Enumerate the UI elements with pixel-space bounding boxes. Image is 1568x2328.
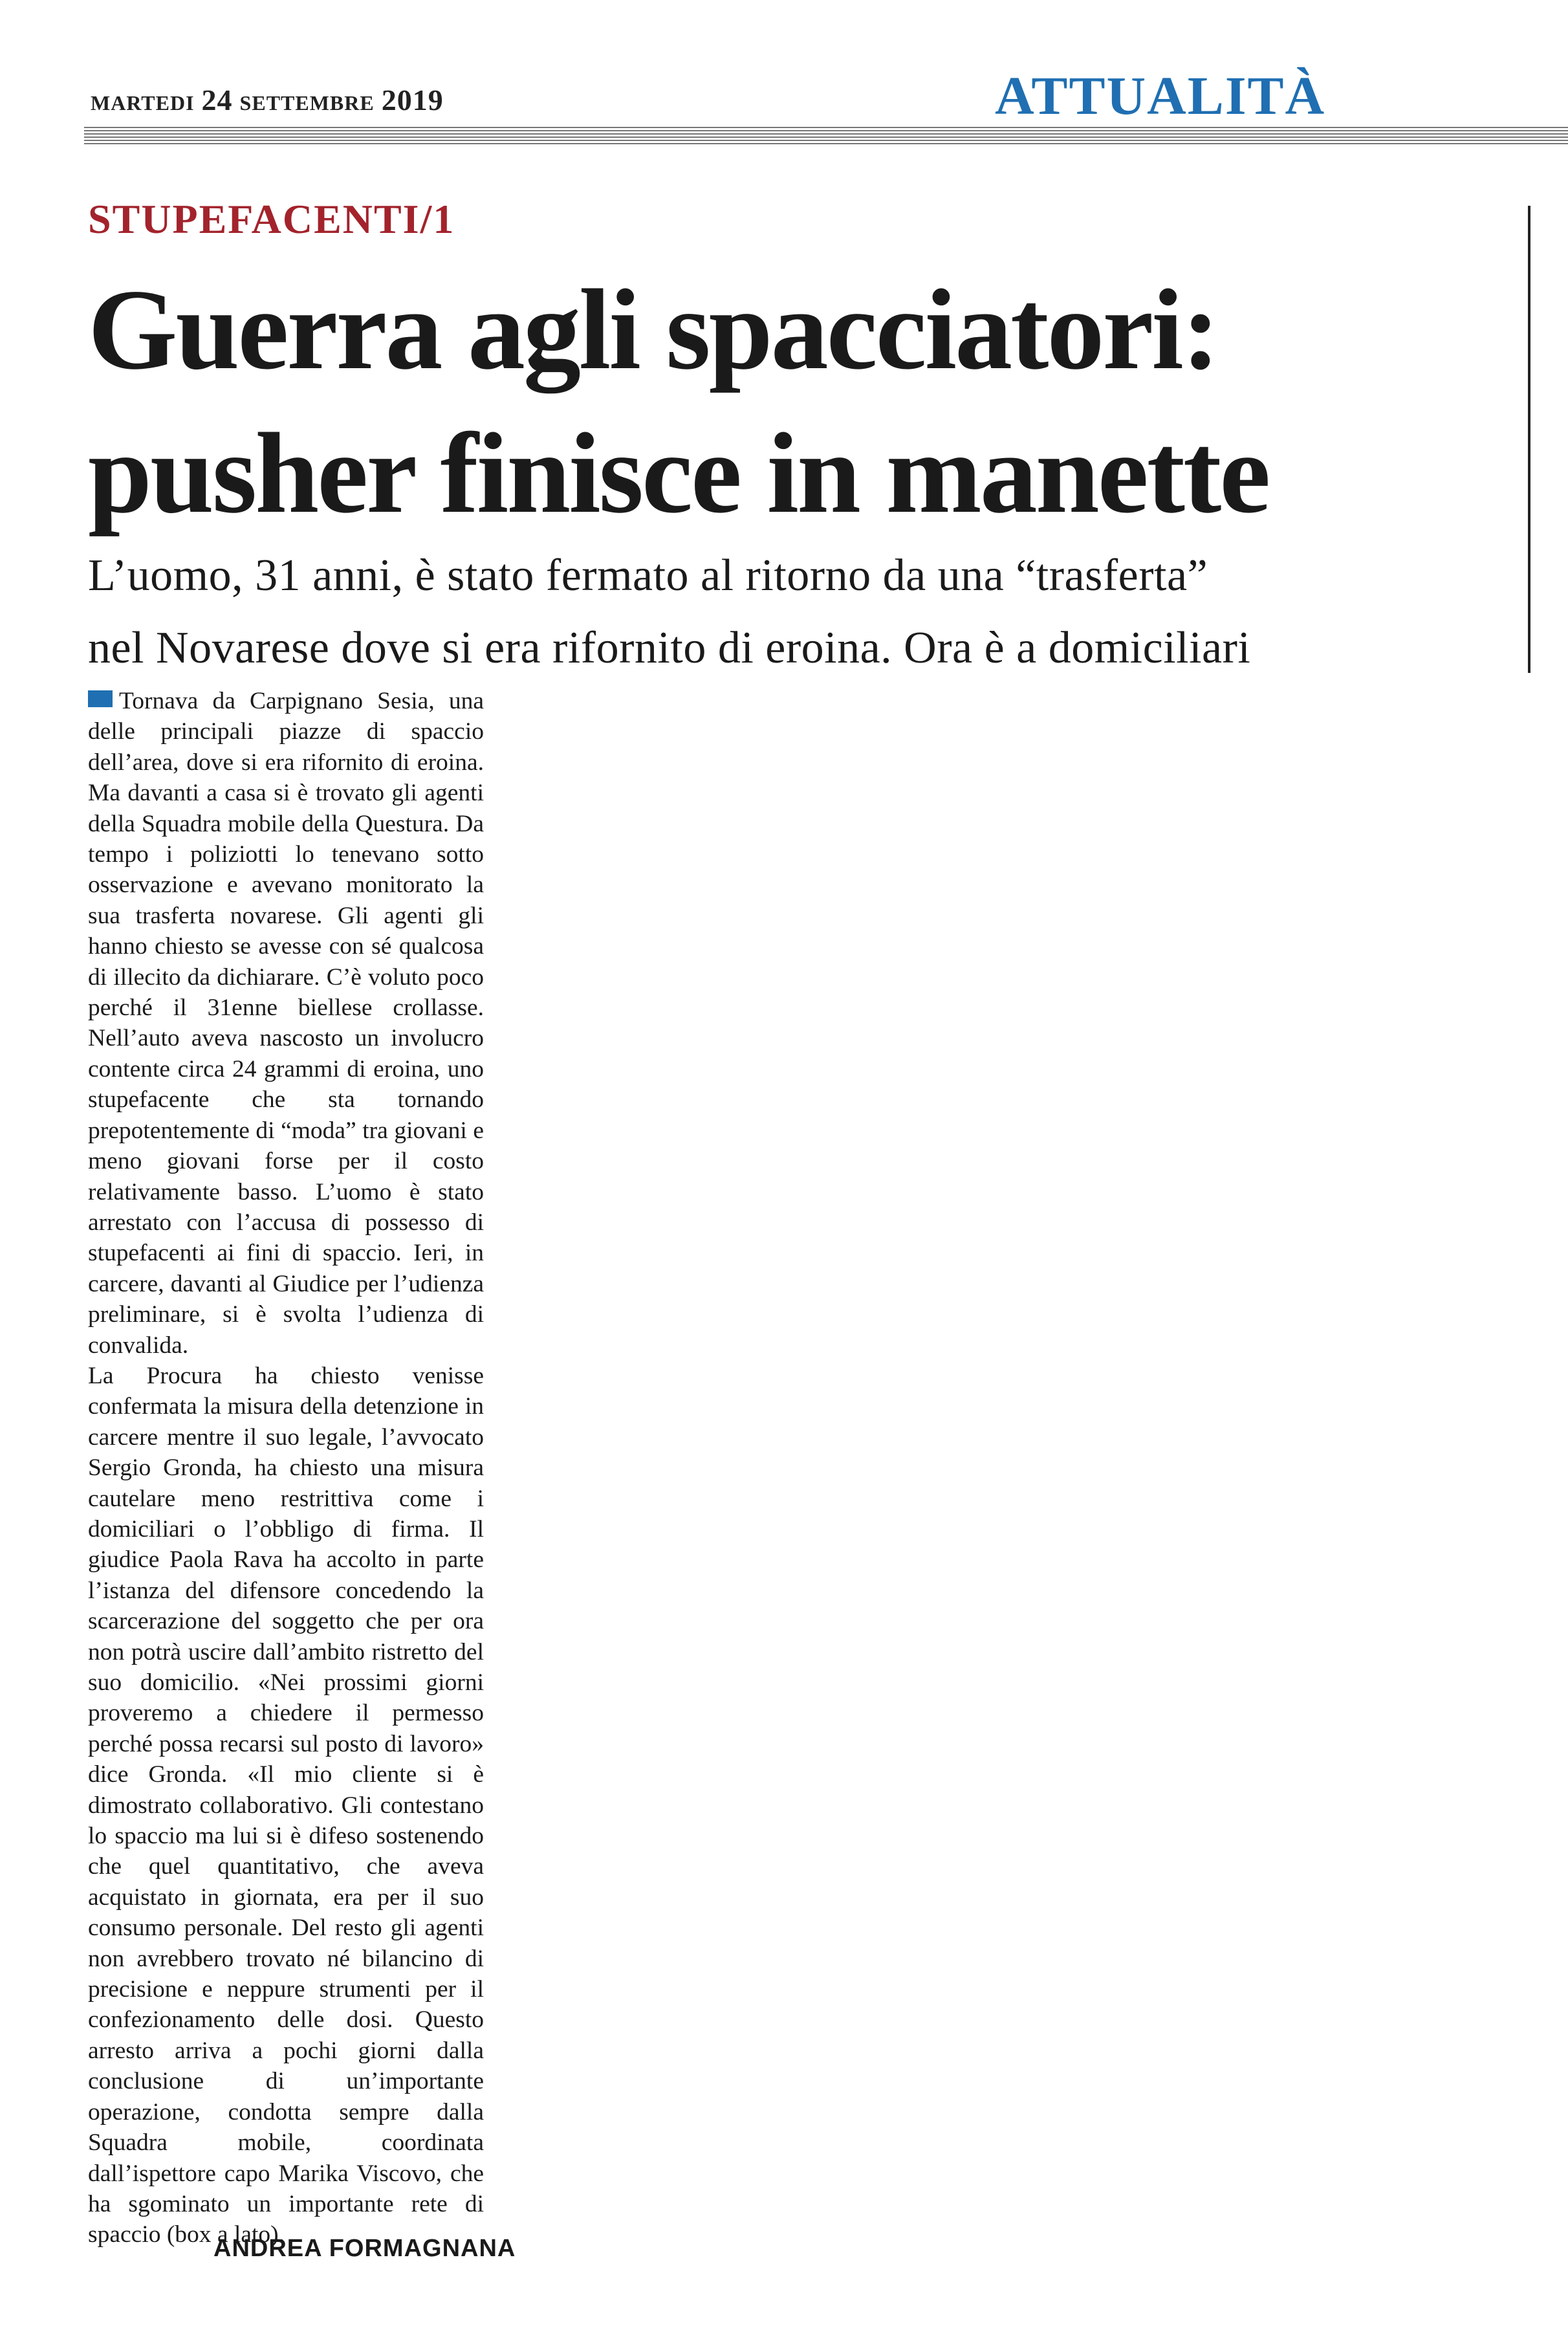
article-byline: ANDREA FORMAGNANA (213, 2235, 516, 2262)
header-divider (84, 127, 1568, 146)
subtitle-line-1: L’uomo, 31 anni, è stato fermato al ritorno da una “trasferta” (88, 551, 1208, 600)
issue-date (91, 83, 444, 117)
article-subtitle (88, 540, 1250, 685)
issue-month: SETTEMBRE (239, 91, 375, 115)
headline-line-1: Guerra agli spacciatori: (88, 265, 1219, 393)
headline-line-2: pusher finisce in manette (88, 409, 1269, 537)
subtitle-line-2: nel Novarese dove si era rifornito di eroina. Ora è a domiciliari (88, 623, 1251, 673)
issue-year: 2019 (381, 83, 444, 116)
paragraph-marker-icon (88, 690, 113, 707)
column-divider (1528, 206, 1530, 673)
section-title: ATTUALITÀ (995, 66, 1326, 126)
body-paragraph-2: La Procura ha chiesto venisse confermata la misura della detenzione in carcere mentre il suo legale, l’avvocato Sergio Gronda, ha chiesto una misura cautelare meno restrittiva come i domiciliari o l’obbligo di firma. Il giudice Paola Rava ha accolto in parte l’istanza del difensore concedendo la scarcerazione del soggetto che per ora non potrà uscire dall’ambito ristretto del suo domicilio. «Nei prossimi giorni proveremo a chiedere il permesso perché possa recarsi sul posto di lavoro» dice Gronda. «Il mio cliente si è dimostrato collaborativo. Gli contestano lo spaccio ma lui si è difeso sostenendo che quel quantitativo, che aveva acquistato in giornata, era per il suo consumo personale. Del resto gli agenti non avrebbero trovato né bilancino di precisione e neppure strumenti per il confezionamento delle dosi. Questo arresto arriva a pochi giorni dalla conclusione di un’importante operazione, condotta sempre dalla Squadra mobile, coordinata dall’ispettore capo Marika Viscovo, che ha sgominato un importante rete di spaccio (box a lato). (88, 1362, 484, 2248)
issue-weekday: MARTEDI (91, 91, 195, 115)
article-headline (88, 258, 1269, 545)
body-paragraph-1-text: Tornava da Carpignano Sesia, una delle principali piazze di spaccio dell’area, dove si era rifornito di eroina. Ma davanti a casa si è trovato gli agenti della Squadra mobile della Questura. Da tempo i poliziotti lo tenevano sotto osservazione e avevano monitorato la sua trasferta novarese. Gli agenti gli hanno chiesto se avesse con sé qualcosa di illecito da dichiarare. C’è voluto poco perché il 31enne biellese crollasse. Nell’auto aveva nascosto un involucro contente circa 24 grammi di eroina, uno stupefacente che sta tornando prepotentemente di “moda” tra giovani e meno giovani forse per il costo relativamente basso. L’uomo è stato arrestato con l’accusa di possesso di stupefacenti ai fini di spaccio. Ieri, in carcere, davanti al Giudice per l’udienza preliminare, si è svolta l’udienza di convalida. (88, 688, 484, 1359)
article-kicker: STUPEFACENTI/1 (88, 196, 455, 242)
body-paragraph-1 (88, 686, 484, 1361)
article-body (88, 686, 484, 2250)
issue-day: 24 (201, 83, 233, 116)
